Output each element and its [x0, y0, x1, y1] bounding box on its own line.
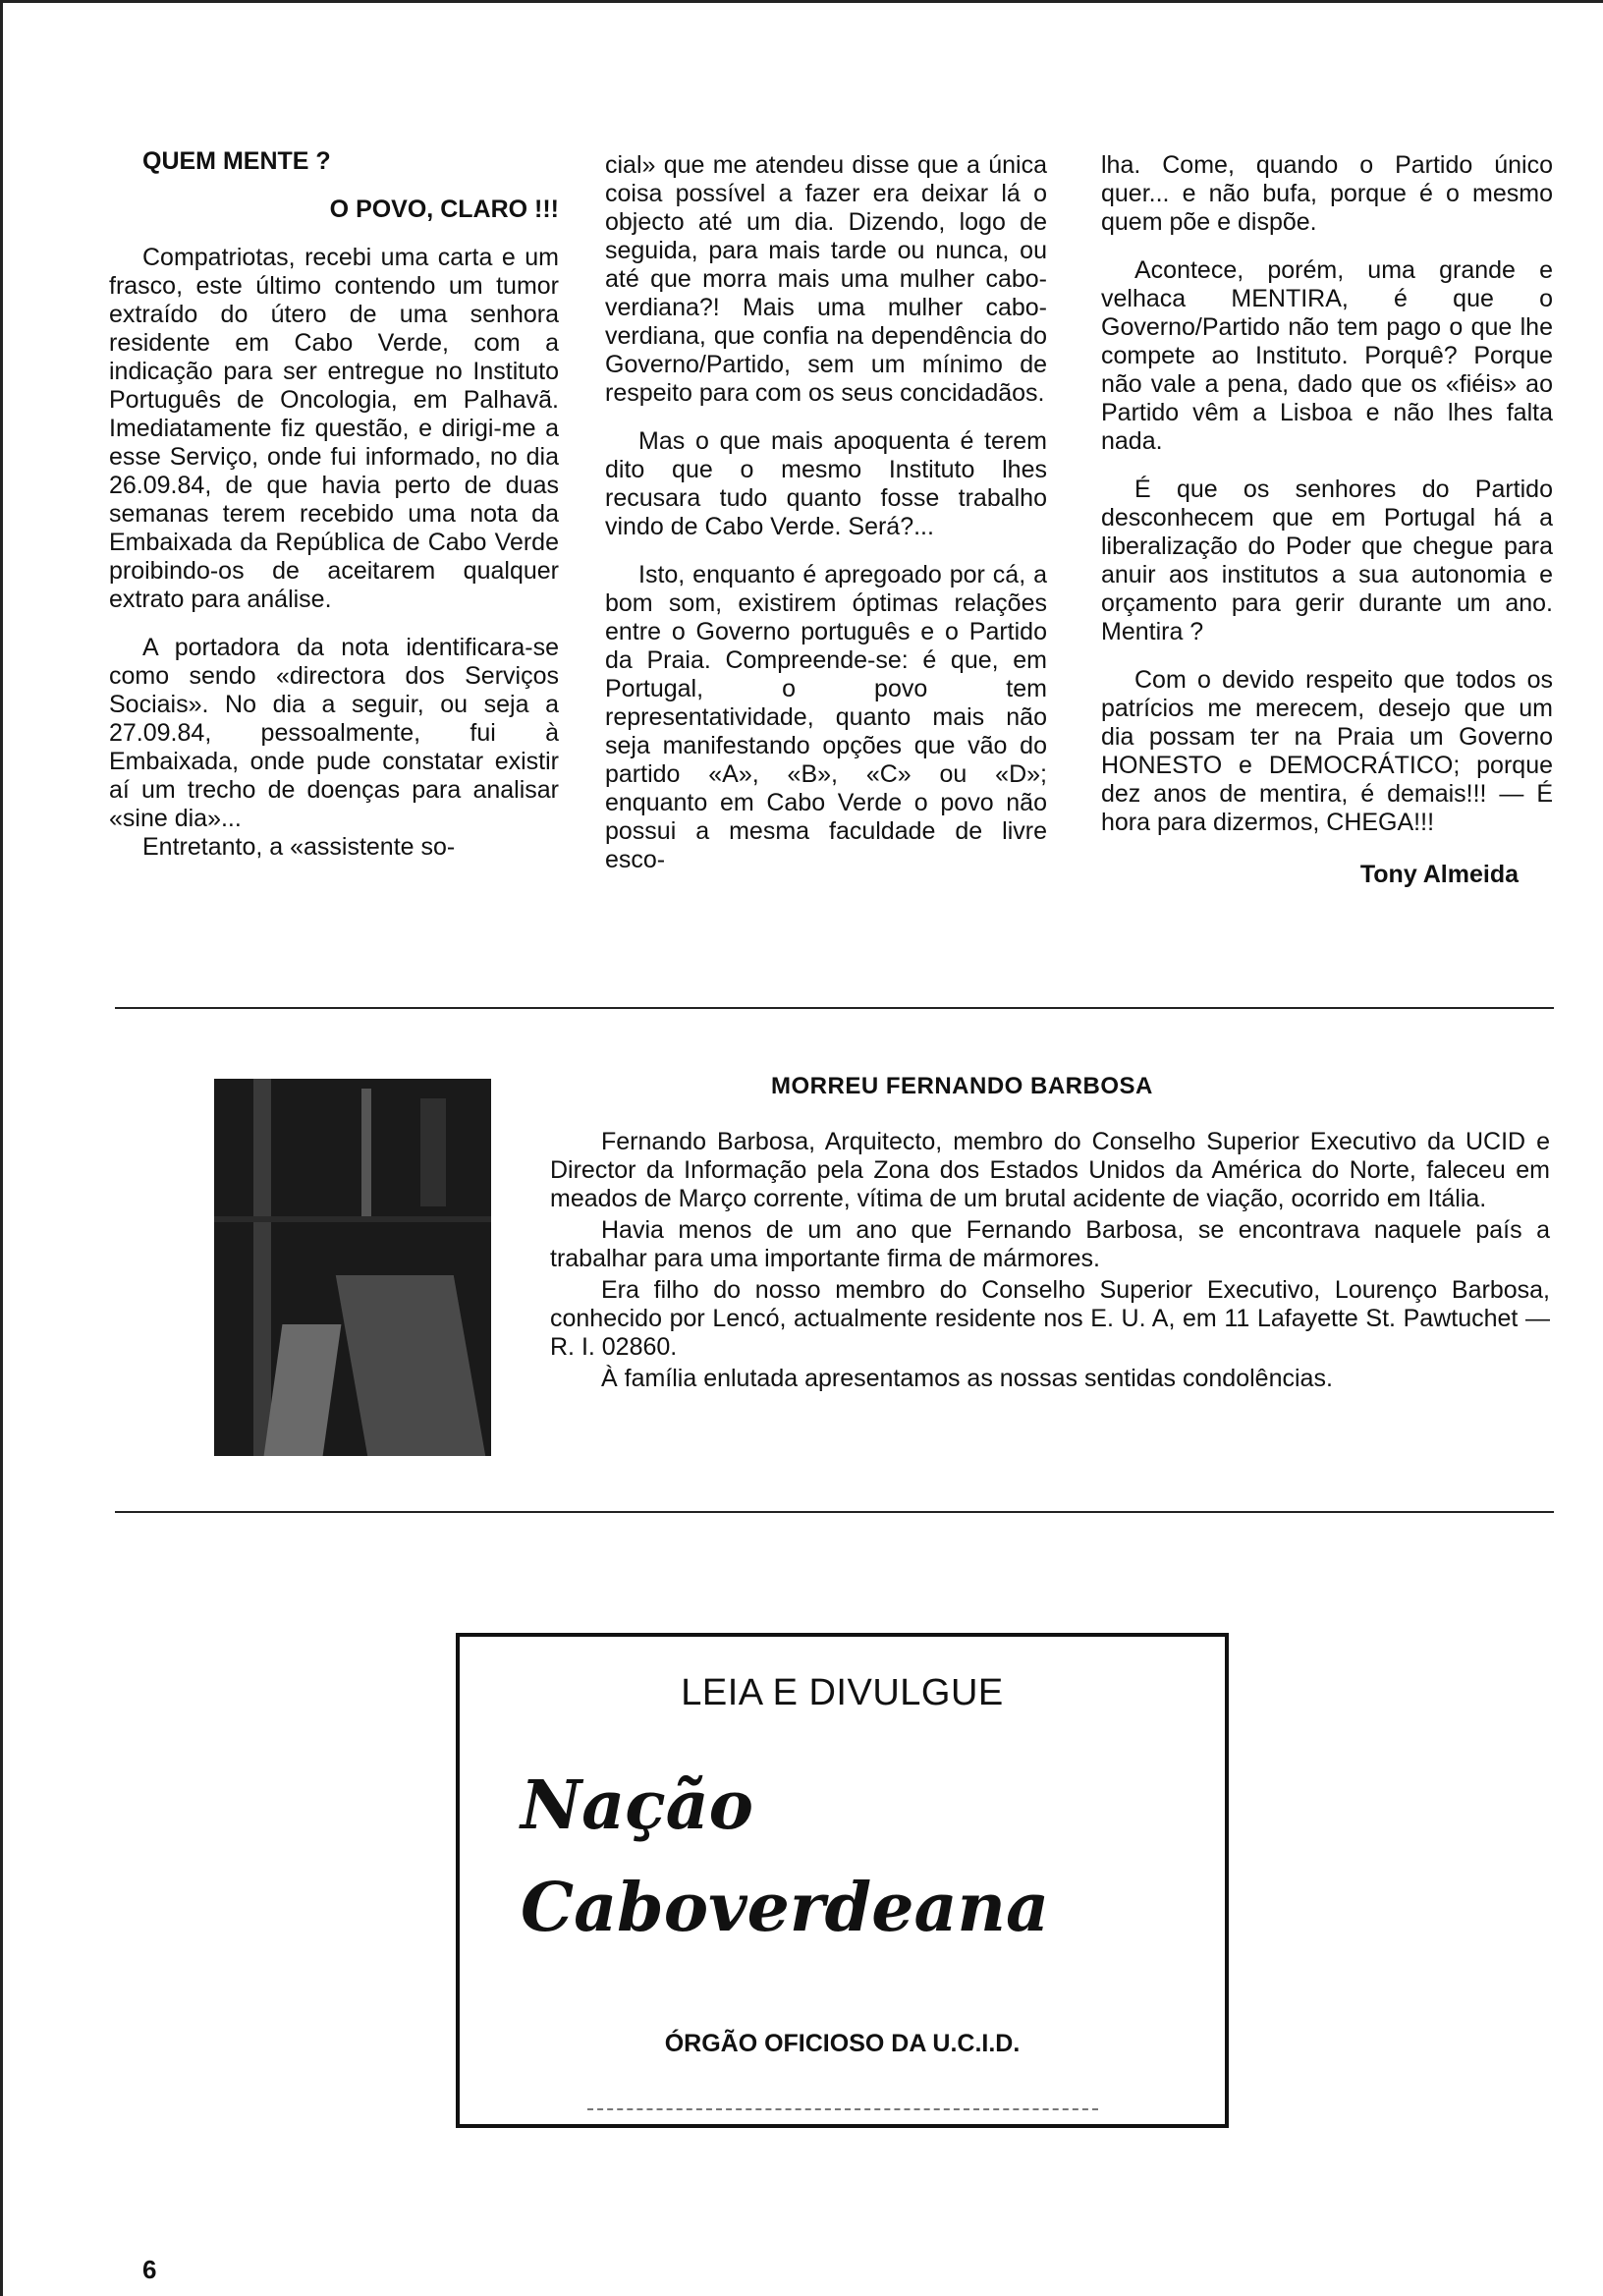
- article-paragraph: lha. Come, quando o Partido único quer... e não bufa, porque é o mesmo quem põe e dispõe.: [1101, 151, 1553, 236]
- article-paragraph: cial» que me atendeu disse que a única coisa possível a fazer era deixar lá o objecto até um dia. Dizendo, logo de seguida, para mais tarde ou nunca, ou até que morra mais uma mulher cabo-verdiana?! Mais uma mulher cabo-verdiana, que confia na dependência do Governo/Partido, sem um mínimo de respeito para com os seus concidadãos.: [605, 151, 1047, 407]
- advert-name-line-2: Caboverdeana: [521, 1869, 1050, 1947]
- article-paragraph: A portadora da nota identificara-se como sendo «directora dos Serviços Sociais». No dia a seguir, ou seja a 27.09.84, pessoalmente, fui à Embaixada, onde pude constatar existir aí um trecho de doenças para analisar «sine dia»...: [109, 634, 559, 832]
- advert-name-line-1: Nação: [521, 1766, 754, 1845]
- article-paragraph: Acontece, porém, uma grande e velhaca MENTIRA, é que o Governo/Partido não tem pago o que lhe compete ao Instituto. Porquê? Porque não vale a pena, dado que os «fiéis» ao Partido vêm a Lisboa e não lhes falta nada.: [1101, 256, 1553, 455]
- advert-top-line: LEIA E DIVULGUE: [681, 1672, 1004, 1713]
- obituary-body: [550, 1128, 1550, 1396]
- obituary-paragraph: Era filho do nosso membro do Conselho Superior Executivo, Lourenço Barbosa, conhecido por Lencó, actualmente residente nos E. U. A, em 11 Lafayette St. Pawtuchet — R. I. 02860.: [550, 1276, 1550, 1361]
- article-signature: Tony Almeida: [1359, 861, 1519, 888]
- page-number: 6: [142, 2255, 157, 2284]
- article-headline-2: O POVO, CLARO !!!: [329, 196, 559, 223]
- article-column-3: [1101, 151, 1553, 889]
- advert-underline: [587, 2108, 1098, 2110]
- article-paragraph: Entretanto, a «assistente so-: [142, 833, 456, 861]
- obituary-paragraph: À família enlutada apresentamos as nossas sentidas condolências.: [601, 1365, 1333, 1392]
- section-divider: [115, 1511, 1554, 1513]
- advert-newspaper-name: [521, 1755, 1208, 1959]
- newspaper-advert: [456, 1633, 1229, 2128]
- article-column-2: [605, 151, 1047, 874]
- advert-subtitle: ÓRGÃO OFICIOSO DA U.C.I.D.: [664, 2030, 1021, 2057]
- obituary-paragraph: Havia menos de um ano que Fernando Barbosa, se encontrava naquele país a trabalhar para uma importante firma de mármores.: [550, 1216, 1550, 1272]
- article-column-1: [109, 147, 559, 862]
- obituary-title: MORREU FERNANDO BARBOSA: [771, 1073, 1153, 1099]
- article-paragraph: Compatriotas, recebi uma carta e um frasco, este último contendo um tumor extraído do útero de uma senhora residente em Cabo Verde, com a indicação para ser entregue no Instituto Português de Oncologia, em Palhavã. Imediatamente fiz questão, e dirigi-me a esse Serviço, onde fui informado, no dia 26.09.84, de que havia perto de duas semanas terem recebido uma nota da Embaixada da República de Cabo Verde proibindo-os de aceitarem qualquer extrato para análise.: [109, 244, 559, 613]
- article-paragraph: Isto, enquanto é apregoado por cá, a bom som, existirem óptimas relações entre o Governo português e o Partido da Praia. Compreende-se: é que, em Portugal, o povo tem representatividade, quanto mais não seja manifestando opções que vão do partido «A», «B», «C» ou «D»; enquanto em Cabo Verde o povo não possui a mesma faculdade de livre esco-: [605, 561, 1047, 873]
- obituary-photo: [214, 1079, 491, 1456]
- section-divider: [115, 1007, 1554, 1009]
- obituary-paragraph: Fernando Barbosa, Arquitecto, membro do Conselho Superior Executivo da UCID e Director da Informação pela Zona dos Estados Unidos da América do Norte, faleceu em meados de Março corrente, vítima de um brutal acidente de viação, ocorrido em Itália.: [550, 1128, 1550, 1212]
- article-headline-1: QUEM MENTE ?: [142, 147, 331, 175]
- article-paragraph: Mas o que mais apoquenta é terem dito que o mesmo Instituto lhes recusara tudo quanto fosse trabalho vindo de Cabo Verde. Será?...: [605, 427, 1047, 540]
- article-paragraph: É que os senhores do Partido desconhecem que em Portugal há a liberalização do Poder que chegue para anuir aos institutos a sua autonomia e orçamento para gerir durante um ano. Mentira ?: [1101, 476, 1553, 645]
- article-paragraph: Com o devido respeito que todos os patrícios me merecem, desejo que um dia possam ter na Praia um Governo HONESTO e DEMOCRÁTICO; porque dez anos de mentira, é demais!!! — É hora para dizermos, CHEGA!!!: [1101, 666, 1553, 836]
